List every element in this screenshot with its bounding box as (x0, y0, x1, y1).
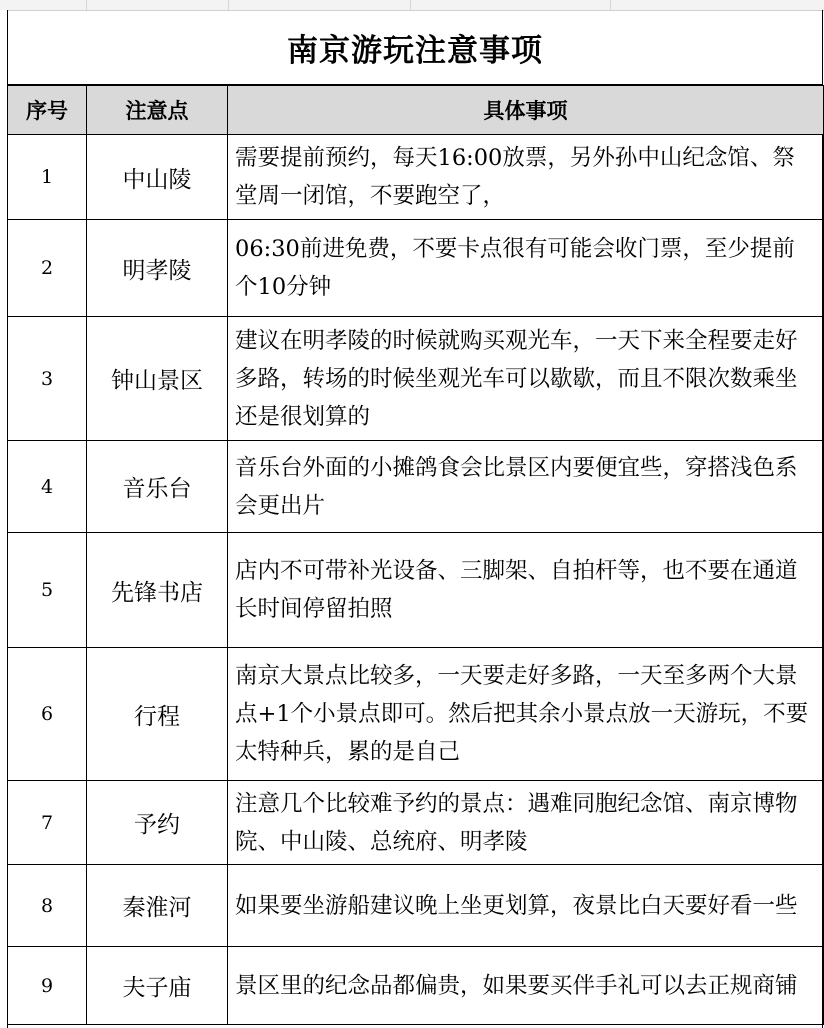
row-index: 9 (8, 947, 87, 1025)
row-detail: 建议在明孝陵的时候就购买观光车，一天下来全程要走好多路，转场的时候坐观光车可以歇歇，而且不限次数乘坐还是很划算的 (228, 317, 824, 441)
row-detail: 音乐台外面的小摊鸽食会比景区内要便宜些，穿搭浅色系会更出片 (228, 441, 824, 533)
table-row (8, 220, 824, 317)
row-index: 6 (8, 648, 87, 781)
row-point: 夫子庙 (87, 947, 228, 1025)
table-row (8, 947, 824, 1025)
row-detail: 南京大景点比较多，一天要走好多路，一天至多两个大景点+1个小景点即可。然后把其余小景点放一天游玩，不要太特种兵，累的是自己 (228, 648, 824, 781)
row-point: 钟山景区 (87, 317, 228, 441)
table-row (8, 533, 824, 648)
row-point: 音乐台 (87, 441, 228, 533)
table-row (8, 865, 824, 947)
row-point: 行程 (87, 648, 228, 781)
row-index: 1 (8, 135, 87, 220)
header-index: 序号 (8, 86, 87, 135)
row-point: 明孝陵 (87, 220, 228, 317)
table-row (8, 135, 824, 220)
header-point: 注意点 (87, 86, 228, 135)
table-row (8, 781, 824, 865)
table-row (8, 648, 824, 781)
row-point: 秦淮河 (87, 865, 228, 947)
row-detail: 注意几个比较难予约的景点：遇难同胞纪念馆、南京博物院、中山陵、总统府、明孝陵 (228, 781, 824, 865)
table-header-row (8, 86, 824, 135)
row-index: 7 (8, 781, 87, 865)
row-detail: 06:30前进免费，不要卡点很有可能会收门票，至少提前个10分钟 (228, 220, 824, 317)
row-detail: 景区里的纪念品都偏贵，如果要买伴手礼可以去正规商铺 (228, 947, 824, 1025)
row-detail: 需要提前预约，每天16:00放票，另外孙中山纪念馆、祭堂周一闭馆，不要跑空了， (228, 135, 824, 220)
header-detail: 具体事项 (228, 86, 824, 135)
row-index: 5 (8, 533, 87, 648)
row-index: 2 (8, 220, 87, 317)
row-index: 8 (8, 865, 87, 947)
row-point: 予约 (87, 781, 228, 865)
row-point: 中山陵 (87, 135, 228, 220)
table-row (8, 441, 824, 533)
row-index: 3 (8, 317, 87, 441)
row-detail: 店内不可带补光设备、三脚架、自拍杆等，也不要在通道长时间停留拍照 (228, 533, 824, 648)
notes-table (7, 85, 824, 1025)
spreadsheet-left-margin (0, 10, 7, 1028)
page-title: 南京游玩注意事项 (7, 10, 823, 85)
row-detail: 如果要坐游船建议晚上坐更划算，夜景比白天要好看一些 (228, 865, 824, 947)
table-row (8, 317, 824, 441)
row-index: 4 (8, 441, 87, 533)
row-point: 先锋书店 (87, 533, 228, 648)
